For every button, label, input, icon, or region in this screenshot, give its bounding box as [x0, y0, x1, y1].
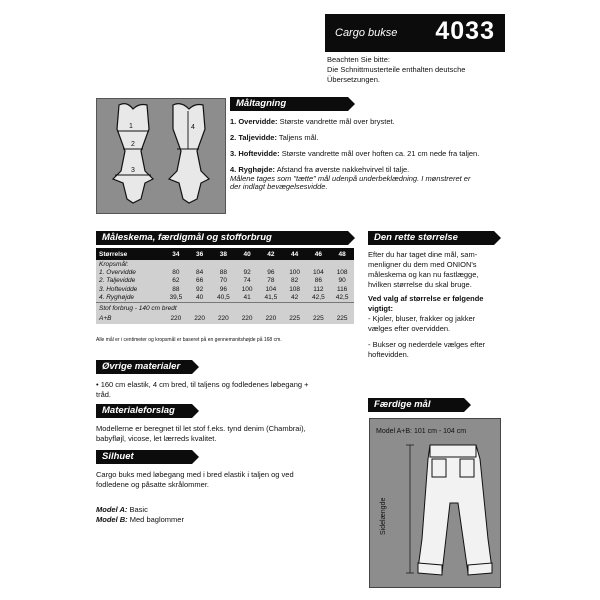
- silhuet-text: [96, 470, 294, 490]
- section-heading-silhuet: Silhuet: [96, 450, 192, 464]
- bullet-line: - Bukser og nederdele vælges efter: [368, 340, 486, 349]
- table-footnote: Alle mål er i centimeter og kropsmål er baseret på en gennemsnitshøjde på 168 cm.: [96, 337, 282, 343]
- pants-illustration: [370, 419, 500, 587]
- table-row: 1. Overvidde 80 84 88 92 96 100 104 108: [99, 268, 348, 276]
- measurement-item: 4. Ryghøjde: Afstand fra øverste nakkehvirvel til talje.: [230, 165, 410, 174]
- text-line: fodledene og påsatte skrålommer.: [96, 480, 209, 489]
- fabric-row: A+B 220 220 220 220 220 225 225 225: [99, 315, 348, 322]
- size-table: [96, 248, 354, 324]
- body-measurement-figure: [96, 98, 226, 214]
- garment-figure: [369, 418, 501, 588]
- table-row: 2. Taljevidde 62 66 70 74 78 82 86 90: [99, 277, 346, 285]
- section-heading-ovrige: Øvrige materialer: [96, 360, 192, 374]
- figure-number: 2: [131, 141, 135, 148]
- size-header-row: Størrelse 34 36 38 40 42 44 46 48: [96, 248, 354, 260]
- figure-number: 4: [191, 124, 195, 131]
- bullet-line: vælges efter overvidden.: [368, 324, 451, 333]
- size-advice: [368, 250, 485, 360]
- bullet-line: hoftevidden.: [368, 350, 409, 359]
- text-line: Modellerne er beregnet til let stof f.eks. tynd denim (Chambrai),: [96, 424, 306, 433]
- german-notice: [327, 55, 517, 85]
- pattern-header: [325, 14, 505, 52]
- measurement-item: 1. Overvidde: Største vandrette mål over brystet.: [230, 117, 395, 126]
- section-heading-storrelse: Den rette størrelse: [368, 231, 494, 245]
- measurement-note: der indlagt bevægelsesvidde.: [230, 182, 328, 191]
- text-line: • 160 cm elastik, 4 cm bred, til taljens og fodledenes løbegang +: [96, 380, 309, 389]
- body-illustration: [97, 99, 225, 213]
- text-line: vigtigt:: [368, 304, 393, 313]
- text-line: Cargo buks med løbegang med i bred elastik i taljen og ved: [96, 470, 294, 479]
- bullet-line: - Kjoler, bluser, frakker og jakker: [368, 314, 476, 323]
- pattern-title: Cargo bukse: [335, 27, 398, 39]
- text-line: Efter du har taget dine mål, sam-: [368, 250, 478, 259]
- section-heading-faerdige: Færdige mål: [368, 398, 464, 412]
- section-heading-maaltagning: Måltagning: [230, 97, 348, 111]
- text-line: hvilken størrelse du skal bruge.: [368, 280, 472, 289]
- table-row: 3. Hoftevidde 88 92 96 100 104 108 112 116: [99, 285, 348, 293]
- side-length-label: Sidelængde: [380, 497, 387, 535]
- notice-line: Beachten Sie bitte:: [327, 55, 390, 64]
- text-line: babyfløjl, vicose, let lærreds kvalitet.: [96, 434, 217, 443]
- model-list: [96, 505, 184, 525]
- ovrige-text: [96, 380, 309, 400]
- measurement-note: Målene tages som "tætte" mål udenpå underbeklædning. I mønstreret er: [230, 174, 471, 183]
- pattern-number: 4033: [435, 17, 495, 45]
- section-heading-maleskema: Måleskema, færdigmål og stofforbrug: [96, 231, 348, 245]
- text-line: måleskema og kan nu fastlægge,: [368, 270, 479, 279]
- text-line: Ved valg af størrelse er følgende: [368, 294, 484, 303]
- text-line: tråd.: [96, 390, 112, 399]
- table-row: 4. Ryghøjde 39,5 40 40,5 41 41,5 42 42,5 42,5: [96, 294, 354, 304]
- figure-number: 3: [131, 167, 135, 174]
- figure-number: 1: [129, 123, 133, 130]
- measurement-instructions: [230, 117, 510, 192]
- measurement-item: 3. Hoftevidde: Største vandrette mål over hoften ca. 21 cm nede fra taljen.: [230, 149, 480, 158]
- body-measures-label: Kropsmål:: [99, 260, 129, 268]
- notice-line: Die Schnittmusterteile enthalten deutsche: [327, 65, 466, 74]
- measurement-item: 2. Taljevidde: Taljens mål.: [230, 133, 319, 142]
- text-line: menligner du dem med ONION's: [368, 260, 477, 269]
- materialeforslag-text: [96, 424, 306, 444]
- fabric-label: Stof forbrug - 140 cm bredt: [99, 304, 177, 312]
- model-item: Model A: Basic: [96, 505, 148, 514]
- section-heading-materialeforslag: Materialeforslag: [96, 404, 192, 418]
- notice-line: Übersetzungen.: [327, 75, 380, 84]
- model-measure: Model A+B: 101 cm - 104 cm: [376, 428, 467, 435]
- model-item: Model B: Med baglommer: [96, 515, 184, 524]
